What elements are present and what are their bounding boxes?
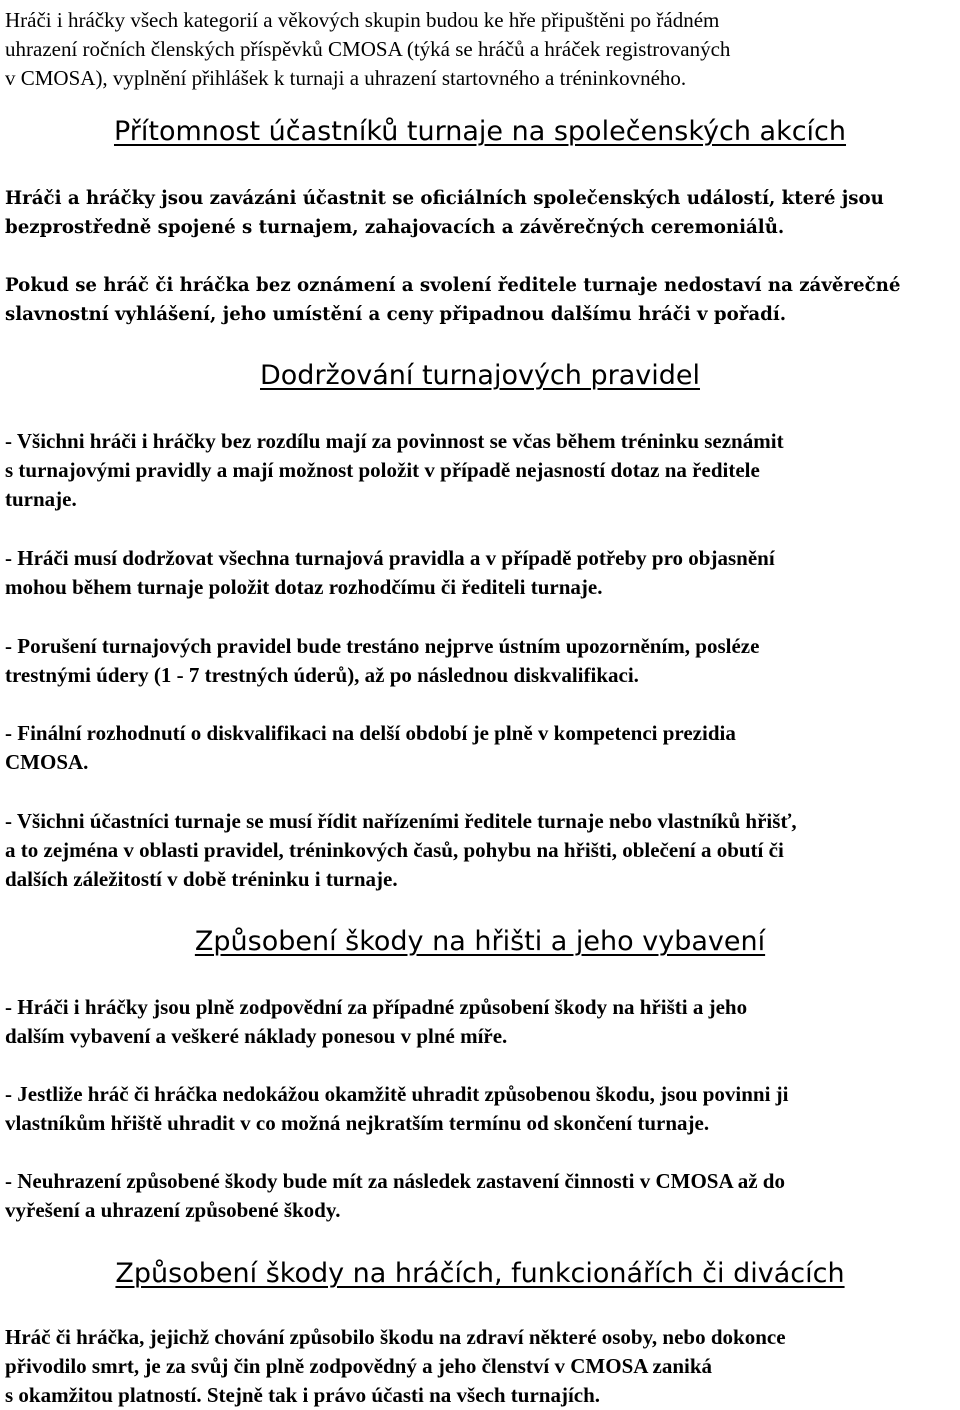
rules-paragraph-4: - Finální rozhodnutí o diskvalifikaci na delší období je plně v kompetenci prezidia CMOSA.: [5, 721, 736, 774]
people-damage-paragraph-1: Hráč či hráčka, jejichž chování způsobilo škodu na zdraví některé osoby, nebo dokonce přivodilo smrt, je za svůj čin plně zodpovědný a jeho členství v CMOSA zaniká s okamžitou platností. Stejně tak i právo účasti na všech turnajích.: [5, 1325, 786, 1407]
attendance-paragraph-1: Hráči a hráčky jsou zavázáni účastnit se oficiálních společenských událostí, které jsou bezprostředně spojené s turnajem, zahajovacích a závěrečných ceremoniálů.: [5, 188, 884, 238]
rules-paragraph-2: - Hráči musí dodržovat všechna turnajová pravidla a v případě potřeby pro objasnění mohou během turnaje položit dotaz rozhodčímu či řediteli turnaje.: [5, 546, 775, 599]
rules-paragraph-3: - Porušení turnajových pravidel bude trestáno nejprve ústním upozorněním, posléze trestnými údery (1 - 7 trestných úderů), až po následnou diskvalifikaci.: [5, 634, 760, 687]
attendance-paragraph-2: Pokud se hráč či hráčka bez oznámení a svolení ředitele turnaje nedostaví na závěrečné slavnostní vyhlášení, jeho umístění a ceny připadnou dalšímu hráči v pořadí.: [5, 275, 901, 325]
heading-attendance: Přítomnost účastníků turnaje na společenských akcích: [113, 116, 847, 147]
heading-course-damage: Způsobení škody na hřišti a jeho vybavení: [194, 926, 766, 957]
rules-paragraph-5: - Všichni účastníci turnaje se musí řídit nařízeními ředitele turnaje nebo vlastníků hřišť, a to zejména v oblasti pravidel, tréninkových časů, pohybu na hřišti, oblečení a obutí či dalších záležitostí v době tréninku i turnaje.: [5, 809, 797, 891]
heading-rules: Dodržování turnajových pravidel: [260, 360, 700, 391]
course-damage-paragraph-2: - Jestliže hráč či hráčka nedokážou okamžitě uhradit způsobenou škodu, jsou povinni ji vlastníkům hřiště uhradit v co možná nejkratším termínu od skončení turnaje.: [5, 1082, 789, 1135]
course-damage-paragraph-3: - Neuhrazení způsobené škody bude mít za následek zastavení činnosti v CMOSA až do vyřešení a uhrazení způsobené škody.: [5, 1169, 785, 1222]
heading-people-damage: Způsobení škody na hráčích, funkcionářích či divácích: [115, 1258, 845, 1289]
course-damage-paragraph-1: - Hráči i hráčky jsou plně zodpovědní za případné způsobení škody na hřišti a jeho dalším vybavení a veškeré náklady ponesou v plné míře.: [5, 995, 748, 1048]
intro-paragraph: Hráči i hráčky všech kategorií a věkových skupin budou ke hře připuštěni po řádném uhrazení ročních členských příspěvků CMOSA (týká se hráčů a hráček registrovaných v CMOSA), vyplnění přihlášek k turnaji a uhrazení startovného a tréninkovného.: [5, 8, 731, 90]
rules-paragraph-1: - Všichni hráči i hráčky bez rozdílu mají za povinnost se včas během tréninku seznámit s turnajovými pravidly a mají možnost položit v případě nejasností dotaz na ředitele turnaje.: [5, 429, 784, 511]
